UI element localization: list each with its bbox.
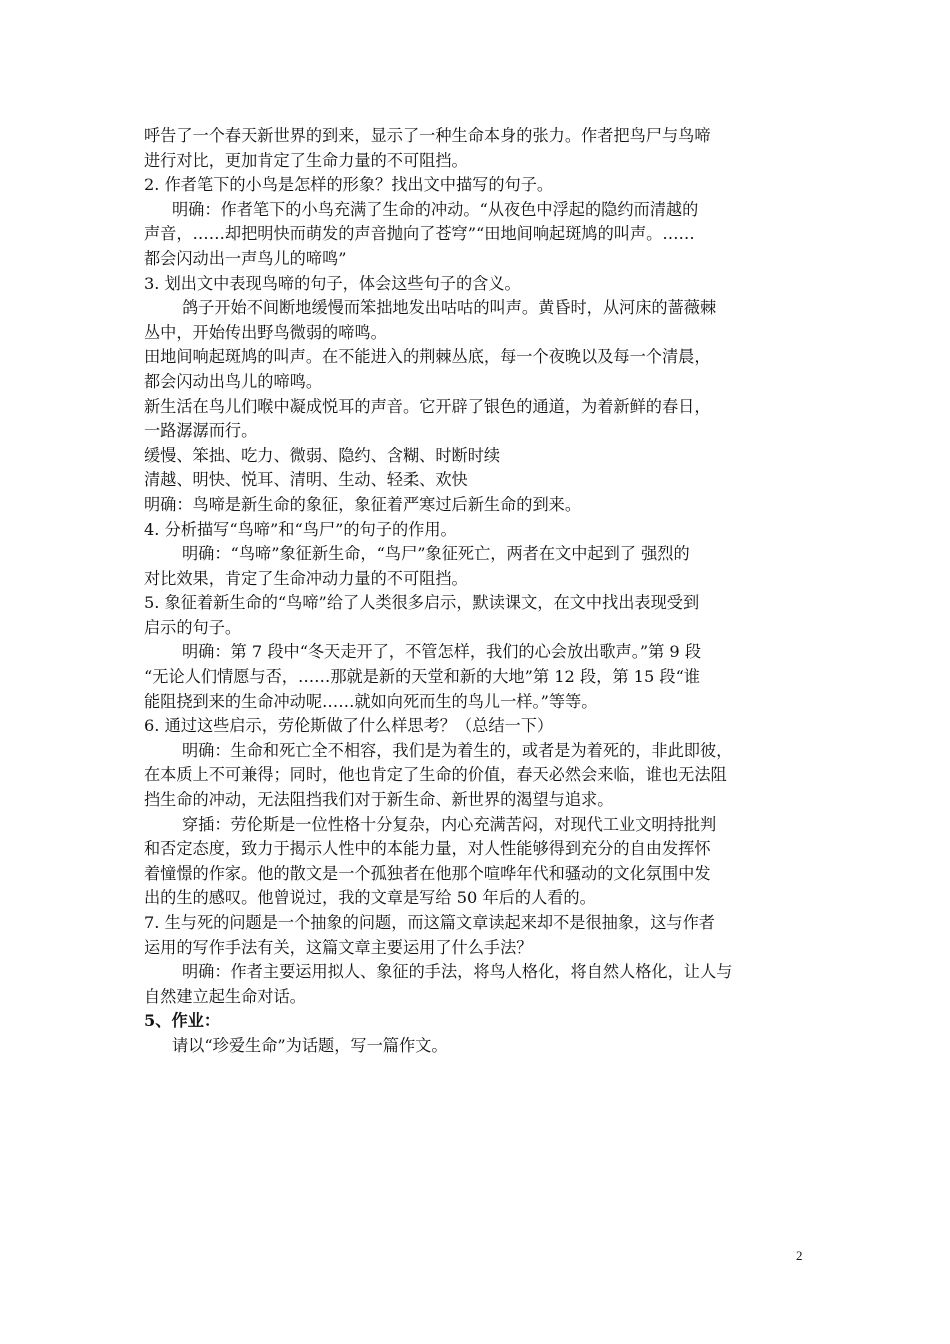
text-line: 2. 作者笔下的小鸟是怎样的形象？找出文中描写的句子。: [144, 175, 554, 195]
text-line: 丛中，开始传出野鸟微弱的啼鸣。: [144, 322, 387, 342]
text-line: “无论人们情愿与否，……那就是新的天堂和新的大地”第 12 段，第 15 段“谁: [144, 667, 701, 687]
text-line: 5. 象征着新生命的“鸟啼”给了人类很多启示，默读课文，在文中找出表现受到: [144, 593, 700, 613]
document-body: [144, 124, 808, 1059]
text-line: 请以“珍爱生命”为话题，写一篇作文。: [172, 1035, 448, 1055]
text-line: 明确：鸟啼是新生命的象征，象征着严寒过后新生命的到来。: [144, 494, 582, 514]
text-line: 明确：作者笔下的小鸟充满了生命的冲动。“从夜色中浮起的隐约而清越的: [172, 199, 699, 219]
text-line: 在本质上不可兼得；同时，他也肯定了生命的价值，春天必然会来临，谁也无法阻: [144, 765, 727, 785]
text-line: 进行对比，更加肯定了生命力量的不可阻挡。: [144, 150, 468, 170]
text-line: 3. 划出文中表现鸟啼的句子，体会这些句子的含义。: [144, 273, 521, 293]
text-line: 挡生命的冲动，无法阻挡我们对于新生命、新世界的渴望与追求。: [144, 790, 614, 810]
text-line: 缓慢、笨拙、吃力、微弱、隐约、含糊、时断时续: [144, 445, 501, 465]
text-line: 明确：“鸟啼”象征新生命，“鸟尸”象征死亡，两者在文中起到了 强烈的: [182, 544, 690, 564]
text-line: 声音，……却把明快而萌发的声音抛向了苍穹”“田地间响起斑鸠的叫声。……: [144, 224, 695, 244]
text-line: 明确：作者主要运用拟人、象征的手法，将鸟人格化，将自然人格化，让人与: [182, 962, 733, 982]
text-line: 7. 生与死的问题是一个抽象的问题，而这篇文章读起来却不是很抽象，这与作者: [144, 913, 715, 932]
text-line: 自然建立起生命对话。: [144, 986, 306, 1006]
text-line: 启示的句子。: [144, 617, 242, 637]
text-line: 呼告了一个春天新世界的到来，显示了一种生命本身的张力。作者把鸟尸与鸟啼: [144, 126, 711, 145]
text-line: 田地间响起斑鸠的叫声。在不能进入的荆棘丛底，每一个夜晚以及每一个清晨，: [144, 347, 711, 367]
text-line: 鸽子开始不间断地缓慢而笨拙地发出咕咕的叫声。黄昏时，从河床的蔷薇棘: [182, 298, 717, 318]
text-line: 和否定态度，致力于揭示人性中的本能力量，对人性能够得到充分的自由发挥怀: [144, 839, 711, 859]
text-line: 穿插：劳伦斯是一位性格十分复杂，内心充满苦闷，对现代工业文明持批判: [182, 814, 717, 834]
text-line: 能阻挠到来的生命冲动呢……就如向死而生的鸟儿一样。”等等。: [144, 691, 598, 711]
text-line: 着憧憬的作家。他的散文是一个孤独者在他那个喧哗年代和骚动的文化氛围中发: [144, 863, 711, 883]
text-line: 出的生的感叹。他曾说过，我的文章是写给 50 年后的人看的。: [144, 888, 596, 908]
text-line: 明确：生命和死亡全不相容，我们是为着生的，或者是为着死的，非此即彼，: [182, 740, 733, 760]
text-line: 对比效果，肯定了生命冲动力量的不可阻挡。: [144, 568, 468, 588]
text-line: 明确：第 7 段中“冬天走开了，不管怎样，我们的心会放出歌声。”第 9 段: [182, 642, 702, 662]
section-heading: 5、作业：: [144, 1011, 221, 1031]
text-line: 一路潺潺而行。: [144, 421, 258, 441]
text-line: 6. 通过这些启示，劳伦斯做了什么样思考？（总结一下）: [144, 716, 554, 736]
page-number: 2: [796, 1248, 803, 1263]
text-line: 4. 分析描写“鸟啼”和“鸟尸”的句子的作用。: [144, 519, 457, 539]
text-line: 运用的写作手法有关，这篇文章主要运用了什么手法？: [144, 937, 533, 957]
text-line: 新生活在鸟儿们喉中凝成悦耳的声音。它开辟了银色的通道，为着新鲜的春日，: [144, 396, 711, 416]
text-line: 都会闪动出一声鸟儿的啼鸣”: [144, 248, 347, 268]
text-line: 清越、明快、悦耳、清明、生动、轻柔、欢快: [144, 470, 468, 490]
text-line: 都会闪动出鸟儿的啼鸣。: [144, 371, 323, 391]
